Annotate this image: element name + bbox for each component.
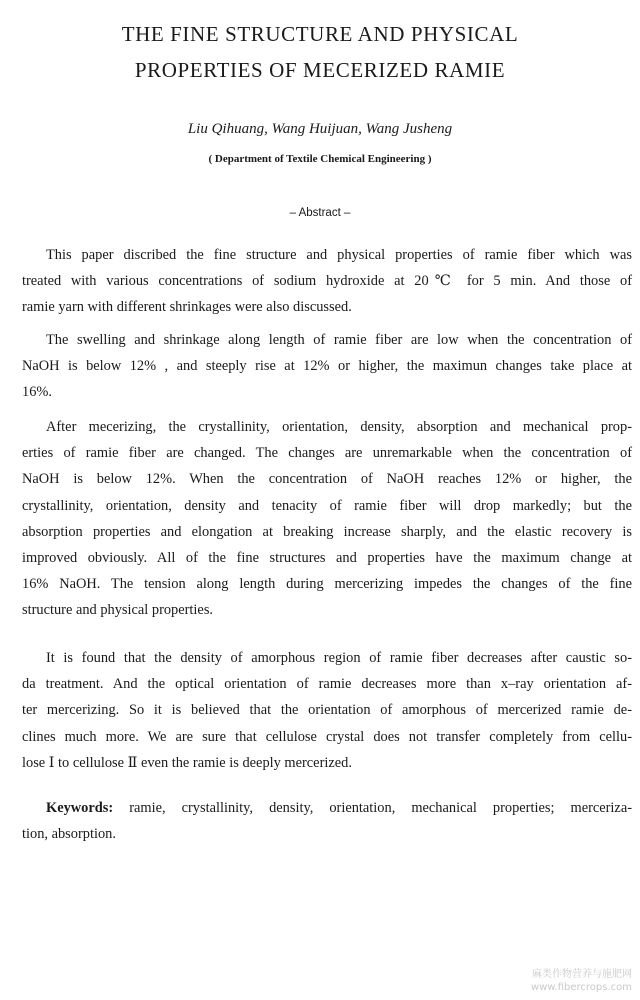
abstract-heading: – Abstract – [289,207,351,219]
paragraph-line: da treatment. And the optical orientation of ramie decreases more than x–ray orientation af- [22,676,632,693]
paragraph-line: The swelling and shrinkage along length of ramie fiber are low when the concentration of [46,332,632,348]
paragraph-line: This paper discribed the fine structure and physical properties of ramie fiber which was [46,247,632,263]
abstract-paragraph-1 [22,242,632,321]
watermark-url: www.fibercrops.com [530,982,632,993]
paper-title-line-2: PROPERTIES OF MECERIZED RAMIE [134,58,506,82]
watermark [531,968,632,994]
paragraph-line: ter mercerizing. So it is believed that the orientation of amorphous of mercerized ramie de- [22,702,632,719]
paragraph-line: treated with various concentrations of sodium hydroxide at 20℃ for 5 min. And those of [22,273,632,290]
abstract-paragraph-4 [22,645,632,776]
keywords-line-1 [22,795,632,821]
paragraph-line: NaOH is below 12% , and steeply rise at 12% or higher, the maximun changes take place at [22,358,632,375]
keywords-label: Keywords: [46,800,114,816]
abstract-paragraph-2 [22,327,632,406]
watermark-site-name: 麻类作物营养与施肥网 [532,969,632,980]
paragraph-line: crystallinity, orientation, density and tenacity of ramie fiber will drop markedly; but the [22,497,632,514]
paragraph-line: clines much more. We are sure that cellulose crystal does not transfer completely from cellu- [22,728,632,745]
paragraph-line: 16%. [22,384,52,401]
paragraph-line: ramie yarn with different shrinkages were also discussed. [22,299,352,316]
paragraph-line: lose Ⅰ to cellulose Ⅱ even the ramie is deeply mercerized. [22,754,352,771]
paragraph-line: It is found that the density of amorphous region of ramie fiber decreases after caustic so- [46,650,632,666]
paragraph-line: erties of ramie fiber are changed. The changes are unremarkable when the concentration of [22,445,632,462]
paper-authors: Liu Qihuang, Wang Huijuan, Wang Jusheng [187,121,453,137]
paragraph-line: structure and physical properties. [22,602,214,619]
keywords-line-2: tion, absorption. [22,826,116,843]
paragraph-line: improved obviously. All of the fine structures and properties have the maximum change at [22,549,632,566]
paper-title-line-1: THE FINE STRUCTURE AND PHYSICAL [121,22,519,46]
paragraph-line: absorption properties and elongation at breaking increase sharply, and the elastic recovery is [22,523,632,540]
paragraph-line: 16% NaOH. The tension along length during mercerizing impedes the changes of the fine [22,576,632,593]
paragraph-line: NaOH is below 12%. When the concentration of NaOH reaches 12% or higher, the [22,471,632,488]
abstract-paragraph-3 [22,414,632,624]
keywords-block [22,795,632,847]
paper-affiliation: ( Department of Textile Chemical Engineering ) [208,153,432,165]
paragraph-line: After mecerizing, the crystallinity, orientation, density, absorption and mechanical prop- [46,419,632,435]
keywords-text: ramie, crystallinity, density, orientation, mechanical properties; merceriza- [129,800,633,816]
